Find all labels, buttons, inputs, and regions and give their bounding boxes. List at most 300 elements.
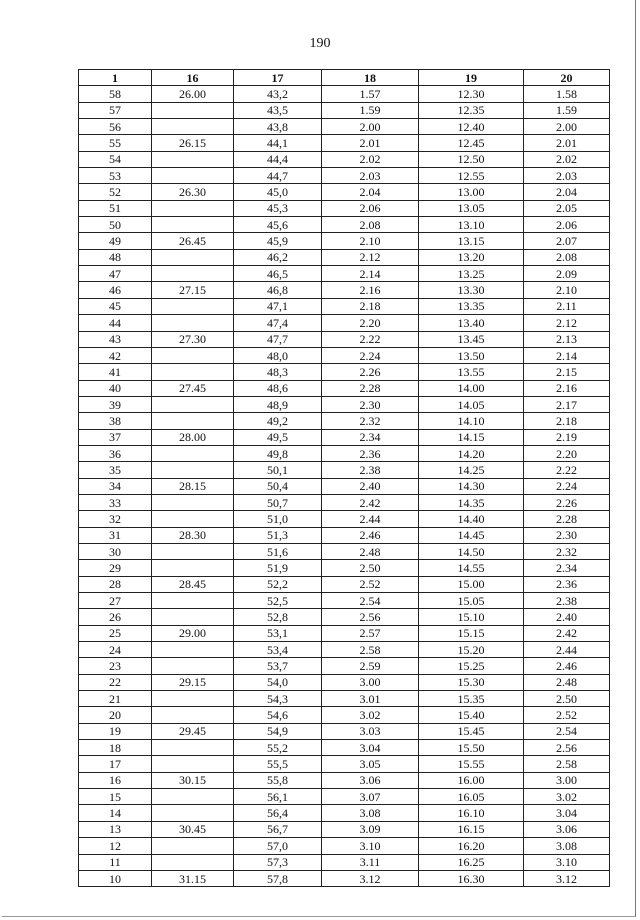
table-cell: 46	[79, 282, 152, 298]
table-cell: 3.12	[322, 870, 419, 886]
table-cell: 2.01	[322, 135, 419, 151]
table-cell: 47,1	[234, 298, 322, 314]
table-cell: 2.28	[322, 380, 419, 396]
table-cell: 3.01	[322, 691, 419, 707]
table-cell: 2.18	[524, 413, 610, 429]
table-cell: 2.26	[322, 364, 419, 380]
table-row	[79, 723, 610, 739]
table-cell: 2.54	[322, 593, 419, 609]
table-cell: 2.00	[322, 119, 419, 135]
table-cell: 14.35	[419, 494, 524, 510]
table-cell: 56	[79, 119, 152, 135]
table-cell: 15.15	[419, 625, 524, 641]
table-cell: 2.48	[322, 543, 419, 559]
table-cell: 13.55	[419, 364, 524, 380]
table-cell: 13.35	[419, 298, 524, 314]
table-cell: 15.45	[419, 723, 524, 739]
table-cell: 2.50	[524, 691, 610, 707]
table-cell: 43,2	[234, 86, 322, 102]
table-cell: 47,4	[234, 315, 322, 331]
table-row	[79, 266, 610, 282]
table-cell: 28	[79, 576, 152, 592]
table-row	[79, 200, 610, 216]
table-cell: 2.11	[524, 298, 610, 314]
table-cell: 47,7	[234, 331, 322, 347]
table-cell: 28.15	[152, 478, 234, 494]
table-cell: 2.36	[322, 445, 419, 461]
table-cell: 52,2	[234, 576, 322, 592]
table-row	[79, 593, 610, 609]
table-cell: 26.30	[152, 184, 234, 200]
table-cell: 2.32	[322, 413, 419, 429]
table-cell: 13.20	[419, 249, 524, 265]
table-cell: 2.13	[524, 331, 610, 347]
table-cell: 46,5	[234, 266, 322, 282]
table-cell: 50,1	[234, 462, 322, 478]
table-cell: 23	[79, 658, 152, 674]
table-row	[79, 86, 610, 102]
table-cell: 36	[79, 445, 152, 461]
table-cell: 42	[79, 347, 152, 363]
table-cell: 50	[79, 217, 152, 233]
table-cell	[152, 364, 234, 380]
table-cell: 15.10	[419, 609, 524, 625]
table-cell: 2.16	[322, 282, 419, 298]
table-cell: 2.59	[322, 658, 419, 674]
table-cell: 43,8	[234, 119, 322, 135]
table-cell: 2.34	[322, 429, 419, 445]
table-cell: 15.35	[419, 691, 524, 707]
page-number: 190	[309, 36, 331, 51]
table-row	[79, 740, 610, 756]
table-cell: 27.30	[152, 331, 234, 347]
table-cell	[152, 543, 234, 559]
table-cell: 2.30	[322, 396, 419, 412]
table-cell: 48,0	[234, 347, 322, 363]
table-cell: 12	[79, 838, 152, 854]
table-cell: 51,9	[234, 560, 322, 576]
table-cell	[152, 102, 234, 118]
table-row	[79, 560, 610, 576]
table-cell: 45	[79, 298, 152, 314]
table-cell: 3.00	[322, 674, 419, 690]
table-cell: 3.12	[524, 870, 610, 886]
table-cell	[152, 658, 234, 674]
table-cell	[152, 298, 234, 314]
table-cell: 58	[79, 86, 152, 102]
table-cell: 57,3	[234, 854, 322, 870]
table-cell: 3.04	[322, 740, 419, 756]
table-row	[79, 445, 610, 461]
table-cell: 2.08	[524, 249, 610, 265]
table-cell: 57,0	[234, 838, 322, 854]
table-cell: 2.19	[524, 429, 610, 445]
table-row	[79, 870, 610, 886]
table-cell: 49,5	[234, 429, 322, 445]
table-row	[79, 119, 610, 135]
table-cell: 44	[79, 315, 152, 331]
table-cell	[152, 315, 234, 331]
table-row	[79, 396, 610, 412]
table-body	[79, 86, 610, 887]
table-cell: 3.00	[524, 772, 610, 788]
table-row	[79, 642, 610, 658]
table-row	[79, 380, 610, 396]
table-cell: 28.30	[152, 527, 234, 543]
table-cell: 26.00	[152, 86, 234, 102]
table-cell: 3.03	[322, 723, 419, 739]
table-cell: 12.45	[419, 135, 524, 151]
column-header: 19	[419, 70, 524, 86]
table-cell: 45,3	[234, 200, 322, 216]
table-cell: 2.46	[322, 527, 419, 543]
table-cell: 31.15	[152, 870, 234, 886]
table-cell: 43,5	[234, 102, 322, 118]
table-row	[79, 838, 610, 854]
table-cell: 2.28	[524, 511, 610, 527]
table-cell	[152, 249, 234, 265]
table-cell: 48,3	[234, 364, 322, 380]
table-cell: 2.54	[524, 723, 610, 739]
table-cell: 2.24	[322, 347, 419, 363]
table-cell: 49,2	[234, 413, 322, 429]
table-cell: 35	[79, 462, 152, 478]
table-cell	[152, 200, 234, 216]
column-header: 16	[152, 70, 234, 86]
table-cell: 14.20	[419, 445, 524, 461]
table-cell: 2.52	[524, 707, 610, 723]
table-row	[79, 478, 610, 494]
table-cell: 54,3	[234, 691, 322, 707]
table-cell: 14.30	[419, 478, 524, 494]
table-cell: 51,0	[234, 511, 322, 527]
table-cell: 1.57	[322, 86, 419, 102]
table-cell: 14.15	[419, 429, 524, 445]
table-cell: 26	[79, 609, 152, 625]
table-cell	[152, 756, 234, 772]
table-cell: 53,7	[234, 658, 322, 674]
table-cell: 55,2	[234, 740, 322, 756]
table-cell: 29	[79, 560, 152, 576]
column-header: 1	[79, 70, 152, 86]
table-cell: 53,4	[234, 642, 322, 658]
table-cell: 14.55	[419, 560, 524, 576]
table-row	[79, 805, 610, 821]
table-cell: 37	[79, 429, 152, 445]
table-cell: 49	[79, 233, 152, 249]
table-cell: 13.25	[419, 266, 524, 282]
table-cell: 2.44	[322, 511, 419, 527]
table-cell: 2.36	[524, 576, 610, 592]
table-cell: 3.06	[524, 821, 610, 837]
table-cell: 2.12	[524, 315, 610, 331]
table-cell: 15.25	[419, 658, 524, 674]
table-cell: 2.15	[524, 364, 610, 380]
table-cell: 2.20	[322, 315, 419, 331]
table-cell: 14.10	[419, 413, 524, 429]
table-cell: 15.30	[419, 674, 524, 690]
table-cell: 26.45	[152, 233, 234, 249]
header-row	[79, 70, 610, 86]
table-cell: 2.14	[322, 266, 419, 282]
table-cell: 2.02	[322, 151, 419, 167]
table-cell: 2.02	[524, 151, 610, 167]
table-cell: 50,7	[234, 494, 322, 510]
table-cell: 55,5	[234, 756, 322, 772]
table-cell: 15	[79, 789, 152, 805]
table-cell: 12.35	[419, 102, 524, 118]
table-cell: 55,8	[234, 772, 322, 788]
table-cell: 2.52	[322, 576, 419, 592]
table-cell: 32	[79, 511, 152, 527]
table-cell: 2.26	[524, 494, 610, 510]
table-row	[79, 168, 610, 184]
table-cell: 51,6	[234, 543, 322, 559]
table-cell: 2.42	[524, 625, 610, 641]
table-cell: 2.04	[322, 184, 419, 200]
table-cell: 57	[79, 102, 152, 118]
table-cell: 54,6	[234, 707, 322, 723]
table-row	[79, 691, 610, 707]
table-cell: 38	[79, 413, 152, 429]
table-cell: 29.15	[152, 674, 234, 690]
table-cell: 33	[79, 494, 152, 510]
table-cell: 16.00	[419, 772, 524, 788]
table-cell: 22	[79, 674, 152, 690]
table-row	[79, 331, 610, 347]
table-cell: 51,3	[234, 527, 322, 543]
table-cell: 1.59	[524, 102, 610, 118]
table-cell: 21	[79, 691, 152, 707]
table-cell: 2.22	[322, 331, 419, 347]
table-row	[79, 821, 610, 837]
table-row	[79, 658, 610, 674]
table-cell: 2.04	[524, 184, 610, 200]
table-cell: 2.06	[322, 200, 419, 216]
table-cell: 3.11	[322, 854, 419, 870]
table-cell: 2.20	[524, 445, 610, 461]
table-cell: 3.08	[524, 838, 610, 854]
table-cell	[152, 151, 234, 167]
table-row	[79, 315, 610, 331]
table-row	[79, 135, 610, 151]
table-cell: 15.05	[419, 593, 524, 609]
table-cell: 46,8	[234, 282, 322, 298]
table-cell: 45,9	[234, 233, 322, 249]
table-cell: 27.15	[152, 282, 234, 298]
table-cell	[152, 266, 234, 282]
table-cell	[152, 445, 234, 461]
table-cell: 40	[79, 380, 152, 396]
table-cell: 16.05	[419, 789, 524, 805]
table-row	[79, 364, 610, 380]
table-cell: 28.45	[152, 576, 234, 592]
table-cell: 52	[79, 184, 152, 200]
table-cell: 34	[79, 478, 152, 494]
table-cell: 2.34	[524, 560, 610, 576]
table-cell	[152, 805, 234, 821]
table-cell: 3.10	[524, 854, 610, 870]
table-cell: 3.06	[322, 772, 419, 788]
table-cell: 54,9	[234, 723, 322, 739]
table-cell: 2.00	[524, 119, 610, 135]
table-cell: 43	[79, 331, 152, 347]
table-cell	[152, 838, 234, 854]
table-cell: 1.58	[524, 86, 610, 102]
table-cell: 2.58	[524, 756, 610, 772]
table-cell: 13.30	[419, 282, 524, 298]
table-cell: 13.15	[419, 233, 524, 249]
table-cell	[152, 609, 234, 625]
table-cell	[152, 707, 234, 723]
table-row	[79, 151, 610, 167]
table-cell: 2.14	[524, 347, 610, 363]
table-cell: 29.00	[152, 625, 234, 641]
table-cell: 45,6	[234, 217, 322, 233]
table-cell: 26.15	[152, 135, 234, 151]
table-cell: 2.32	[524, 543, 610, 559]
table-cell: 16.20	[419, 838, 524, 854]
table-cell: 11	[79, 854, 152, 870]
table-cell: 3.02	[322, 707, 419, 723]
table-cell: 15.00	[419, 576, 524, 592]
table-cell: 56,1	[234, 789, 322, 805]
table-cell: 3.05	[322, 756, 419, 772]
table-cell: 30.15	[152, 772, 234, 788]
table-cell: 51	[79, 200, 152, 216]
table-row	[79, 543, 610, 559]
table-cell: 3.09	[322, 821, 419, 837]
table-cell	[152, 217, 234, 233]
table-row	[79, 102, 610, 118]
table-cell	[152, 494, 234, 510]
table-cell: 14	[79, 805, 152, 821]
table-row	[79, 184, 610, 200]
table-cell: 15.20	[419, 642, 524, 658]
table-cell: 10	[79, 870, 152, 886]
table-row	[79, 674, 610, 690]
column-header: 18	[322, 70, 419, 86]
table-cell: 2.42	[322, 494, 419, 510]
table-cell	[152, 691, 234, 707]
table-row	[79, 609, 610, 625]
table-cell: 14.45	[419, 527, 524, 543]
table-cell: 53,1	[234, 625, 322, 641]
table-row	[79, 413, 610, 429]
table-cell: 14.40	[419, 511, 524, 527]
table-cell: 2.03	[524, 168, 610, 184]
table-cell: 2.30	[524, 527, 610, 543]
table-cell: 54	[79, 151, 152, 167]
table-cell: 15.50	[419, 740, 524, 756]
table-cell: 3.02	[524, 789, 610, 805]
table-cell: 52,8	[234, 609, 322, 625]
table-cell: 3.07	[322, 789, 419, 805]
table-cell: 2.08	[322, 217, 419, 233]
table-row	[79, 347, 610, 363]
table-cell: 44,1	[234, 135, 322, 151]
table-cell: 16.25	[419, 854, 524, 870]
table-cell: 3.08	[322, 805, 419, 821]
table-cell: 12.55	[419, 168, 524, 184]
table-row	[79, 249, 610, 265]
table-cell: 2.12	[322, 249, 419, 265]
table-row	[79, 494, 610, 510]
table-cell: 2.06	[524, 217, 610, 233]
table-cell: 44,7	[234, 168, 322, 184]
table-cell: 15.55	[419, 756, 524, 772]
table-cell: 53	[79, 168, 152, 184]
table-cell: 18	[79, 740, 152, 756]
table-cell: 20	[79, 707, 152, 723]
table-cell: 2.22	[524, 462, 610, 478]
table-row	[79, 282, 610, 298]
table-cell	[152, 642, 234, 658]
table-cell: 13.05	[419, 200, 524, 216]
table-cell	[152, 413, 234, 429]
table-cell: 55	[79, 135, 152, 151]
table-cell: 2.24	[524, 478, 610, 494]
table-cell	[152, 560, 234, 576]
table-row	[79, 527, 610, 543]
table-cell	[152, 168, 234, 184]
table-cell: 15.40	[419, 707, 524, 723]
table-row	[79, 511, 610, 527]
table-cell: 27.45	[152, 380, 234, 396]
table-cell: 2.44	[524, 642, 610, 658]
table-cell: 13.00	[419, 184, 524, 200]
table-cell: 2.57	[322, 625, 419, 641]
table-cell: 2.03	[322, 168, 419, 184]
table-cell	[152, 347, 234, 363]
table-cell: 2.38	[524, 593, 610, 609]
table-row	[79, 217, 610, 233]
table-cell: 2.48	[524, 674, 610, 690]
table-cell	[152, 511, 234, 527]
table-cell: 48,9	[234, 396, 322, 412]
table-cell: 13	[79, 821, 152, 837]
table-cell: 2.10	[322, 233, 419, 249]
table-row	[79, 576, 610, 592]
table-cell: 28.00	[152, 429, 234, 445]
table-cell: 12.40	[419, 119, 524, 135]
table-row	[79, 429, 610, 445]
table-cell: 19	[79, 723, 152, 739]
table-cell: 46,2	[234, 249, 322, 265]
table-cell: 16.30	[419, 870, 524, 886]
table-cell: 13.45	[419, 331, 524, 347]
table-cell: 45,0	[234, 184, 322, 200]
table-cell: 2.46	[524, 658, 610, 674]
table-cell: 2.58	[322, 642, 419, 658]
table-row	[79, 789, 610, 805]
table-cell: 2.07	[524, 233, 610, 249]
table-row	[79, 772, 610, 788]
table-cell: 13.50	[419, 347, 524, 363]
table-cell: 2.38	[322, 462, 419, 478]
table-cell: 48	[79, 249, 152, 265]
table-cell: 54,0	[234, 674, 322, 690]
table-cell: 50,4	[234, 478, 322, 494]
table-cell: 16.10	[419, 805, 524, 821]
table-row	[79, 756, 610, 772]
table-cell: 2.16	[524, 380, 610, 396]
table-row	[79, 462, 610, 478]
table-row	[79, 298, 610, 314]
table-cell: 48,6	[234, 380, 322, 396]
table-cell: 29.45	[152, 723, 234, 739]
table-cell: 3.10	[322, 838, 419, 854]
